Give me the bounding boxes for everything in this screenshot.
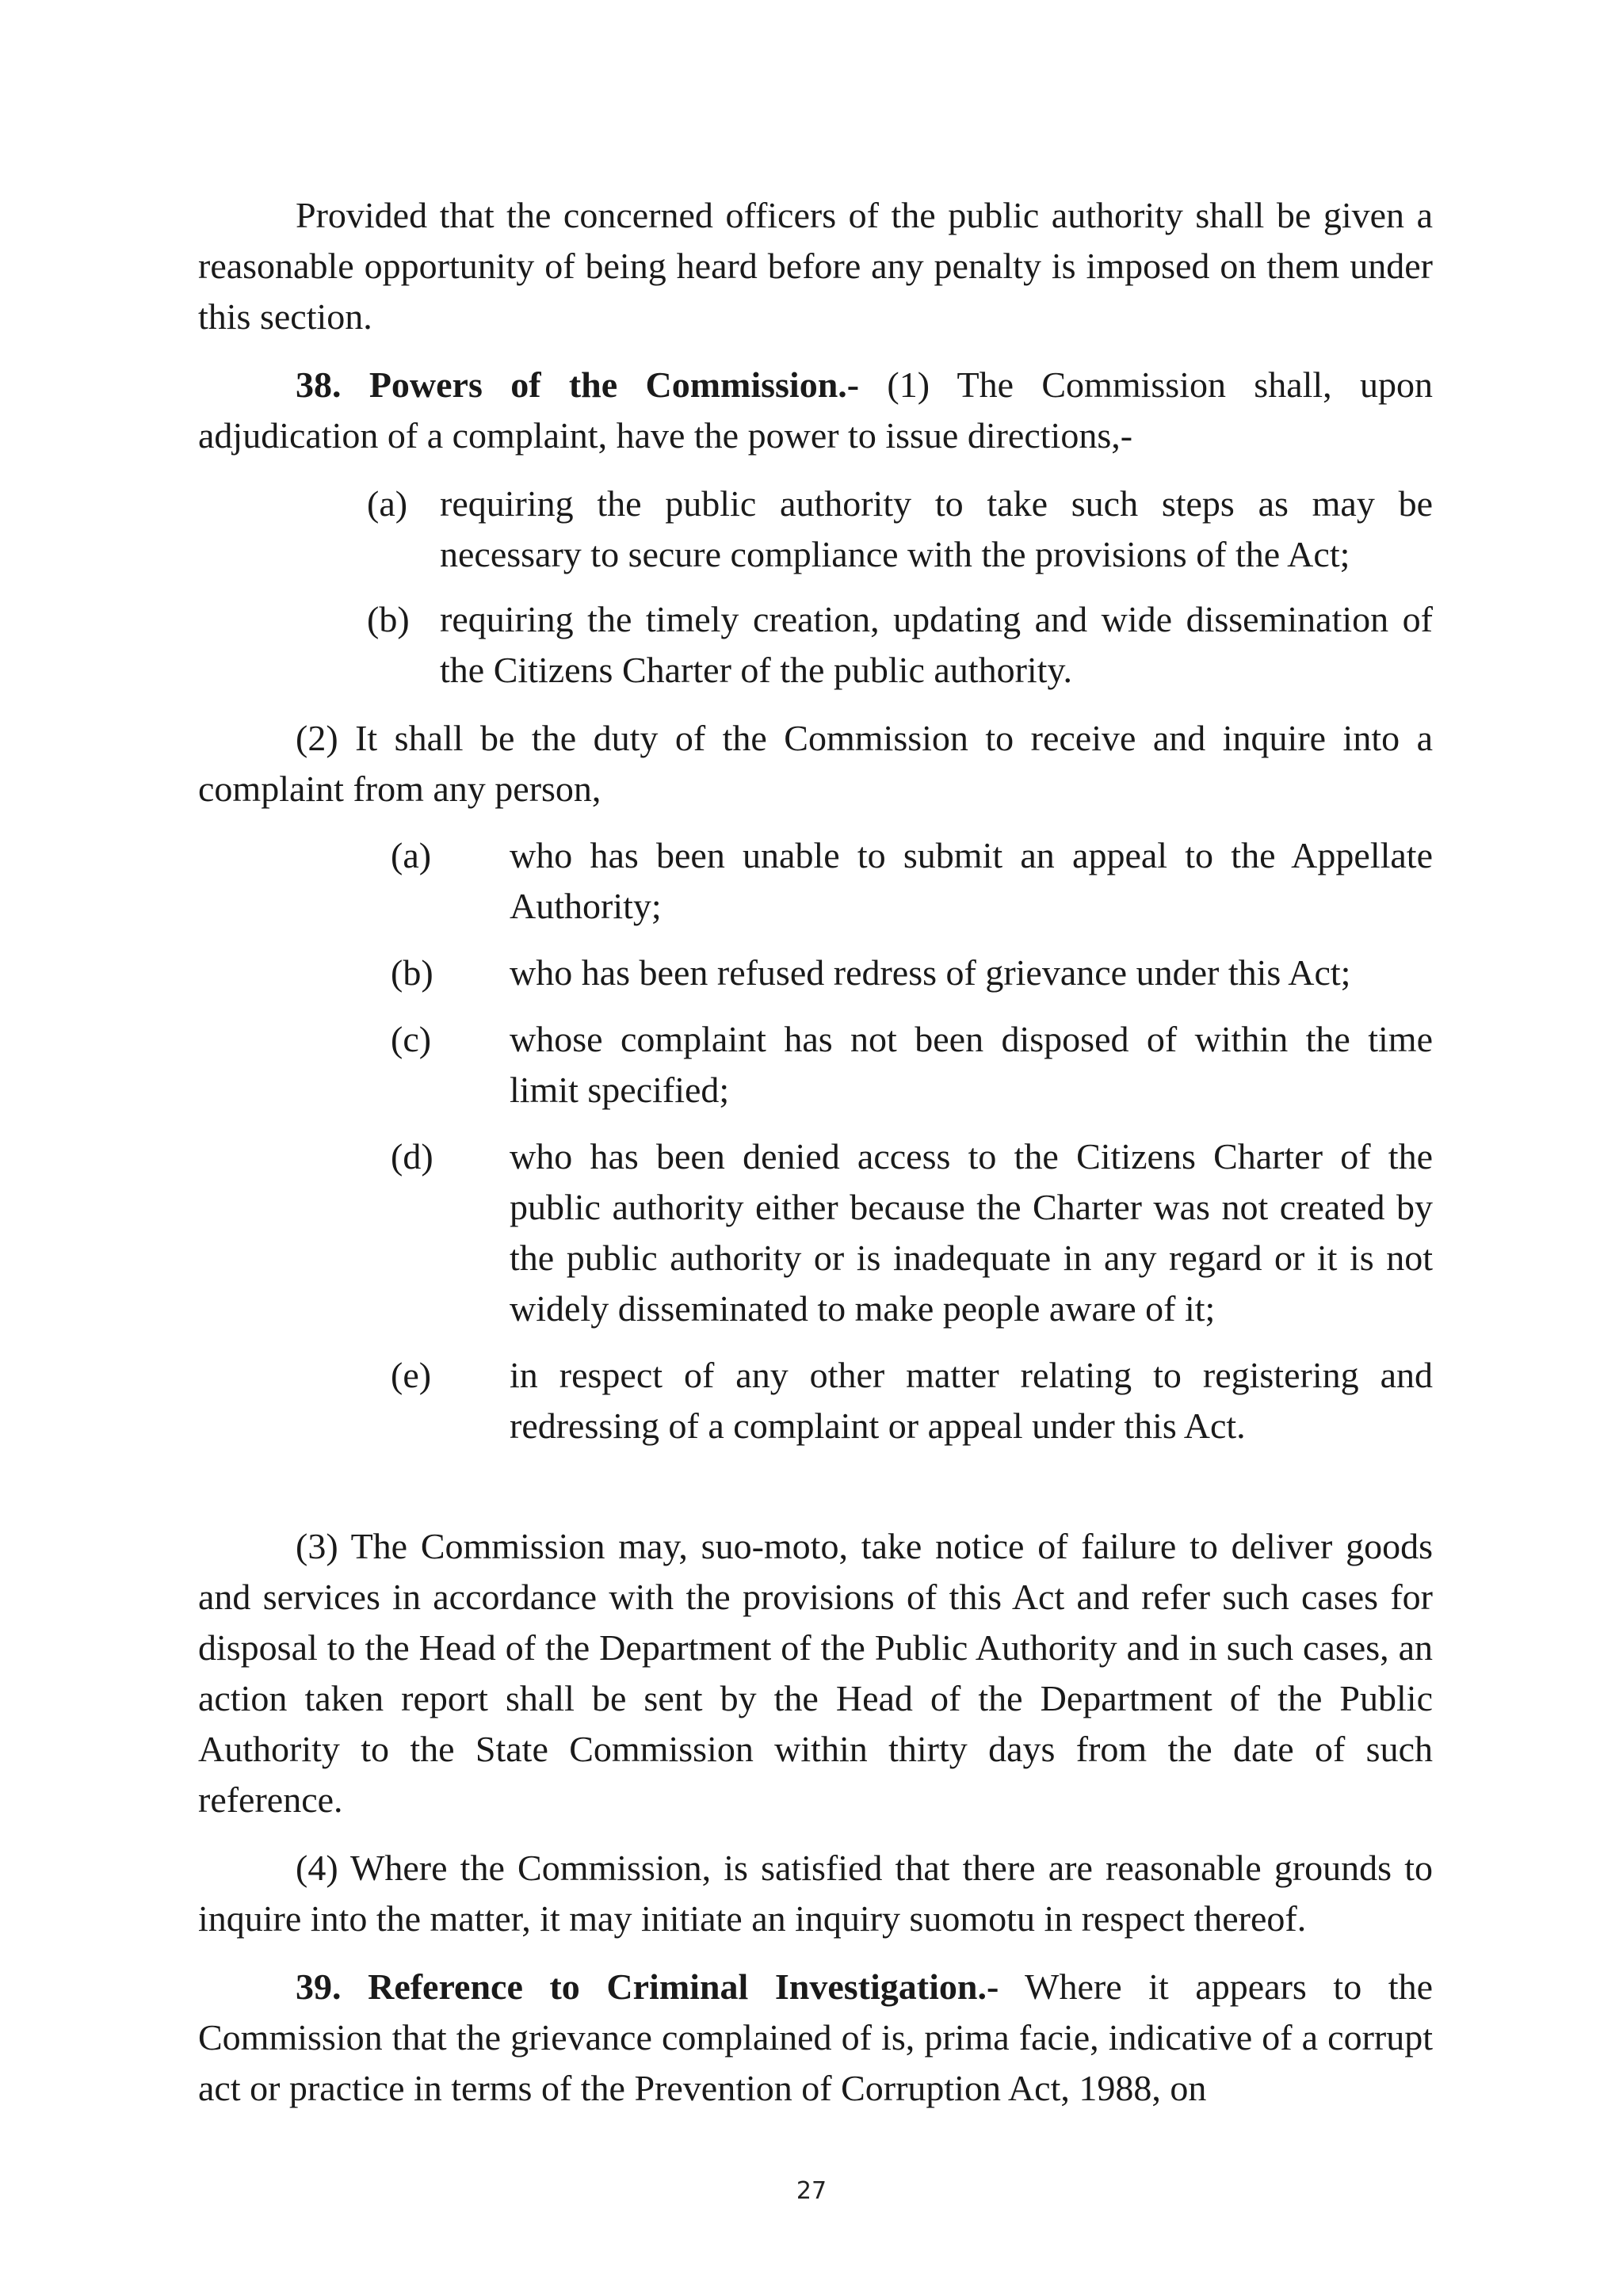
clause-text: whose complaint has not been disposed of within the time limit specified;	[510, 1019, 1433, 1110]
clause-text: in respect of any other matter relating to registering and redressing of a complaint or appeal under this Act.	[510, 1355, 1433, 1446]
list-item	[198, 1014, 1433, 1116]
section-38-1-clause-list	[198, 479, 1433, 696]
subsection-3-paragraph: (3) The Commission may, suo-moto, take notice of failure to deliver goods and services in accordance with the provisions of this Act and refer such cases for disposal to the Head of the Department of the Public Authority and in such cases, an action taken report shall be sent by the Head of the Department of the Public Authority to the State Commission within thirty days from the date of such reference.	[198, 1526, 1433, 1820]
list-item	[198, 479, 1433, 580]
document-page	[198, 190, 1433, 2114]
section-39-paragraph	[198, 1962, 1433, 2114]
clause-text: who has been denied access to the Citizens Charter of the public authority either because the Charter was not created by the public authority or is inadequate in any regard or it is not widely disseminated to make people aware of it;	[510, 1136, 1433, 1329]
clause-text: requiring the timely creation, updating and wide dissemination of the Citizens Charter of the public authority.	[440, 599, 1433, 690]
subsection-2-intro: (2) It shall be the duty of the Commission to receive and inquire into a complaint from any person,	[198, 718, 1433, 809]
section-38-text: (1) The Commission shall, upon adjudication of a complaint, have the power to issue directions,-	[198, 364, 1433, 456]
clause-label: (b)	[367, 599, 410, 639]
section-39-heading: 39. Reference to Criminal Investigation.-	[296, 1966, 999, 2007]
clause-label: (a)	[367, 483, 408, 524]
clause-text: who has been unable to submit an appeal to the Appellate Authority;	[510, 835, 1433, 926]
section-38-2-clause-list	[198, 830, 1433, 1451]
list-item	[198, 948, 1433, 998]
clause-label: (c)	[391, 1019, 432, 1059]
section-38-paragraph	[198, 360, 1433, 461]
page-number: 27	[796, 2177, 827, 2205]
clause-label: (e)	[391, 1355, 432, 1395]
list-item	[198, 1131, 1433, 1334]
proviso-paragraph: Provided that the concerned officers of the public authority shall be given a reasonable opportunity of being heard before any penalty is imposed on them under this section.	[198, 195, 1433, 337]
clause-text: who has been refused redress of grievance under this Act;	[510, 952, 1351, 993]
section-39-text: Where it appears to the Commission that the grievance complained of is, prima facie, indicative of a corrupt act or practice in terms of the Prevention of Corruption Act, 1988, on	[198, 1966, 1434, 2108]
section-38-heading: 38. Powers of the Commission.-	[296, 364, 860, 405]
list-item	[198, 1350, 1433, 1451]
clause-label: (b)	[391, 952, 433, 993]
clause-text: requiring the public authority to take such steps as may be necessary to secure compliance with the provisions of the Act;	[440, 483, 1433, 574]
clause-label: (d)	[391, 1136, 433, 1177]
list-item	[198, 594, 1433, 696]
list-item	[198, 830, 1433, 932]
clause-label: (a)	[391, 835, 432, 875]
subsection-4-paragraph: (4) Where the Commission, is satisfied that there are reasonable grounds to inquire into the matter, it may initiate an inquiry suomotu in respect thereof.	[198, 1848, 1433, 1939]
